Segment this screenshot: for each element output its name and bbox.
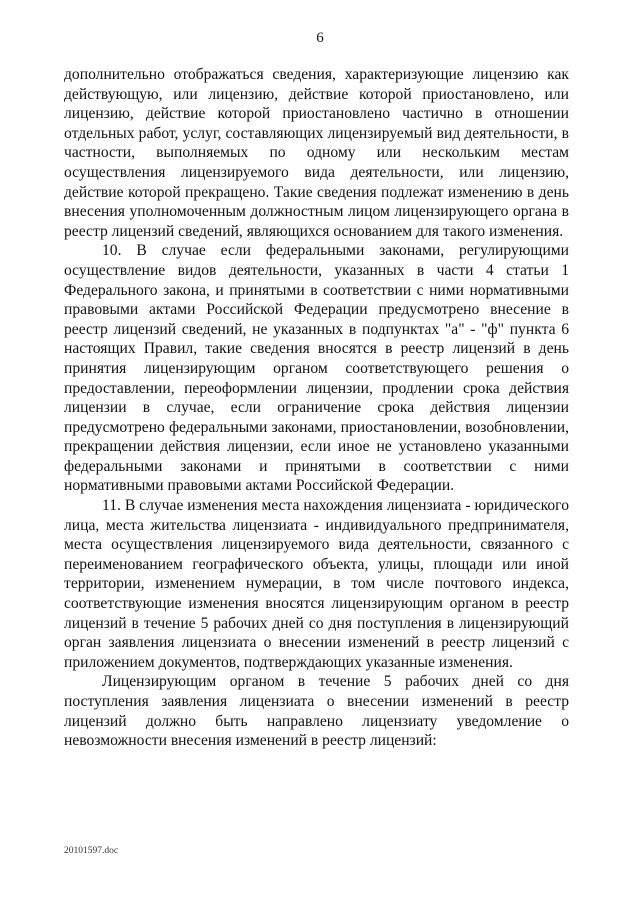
footer-filename: 20101597.doc bbox=[64, 846, 119, 856]
paragraph-continuation: дополнительно отображаться сведения, характеризующие лицензию как действующую, или лицензию, действие которой приостановлено, или лицензию, действие которой приостановлено частично в отношении отдельных работ, услуг, составляющих лицензируемый вид деятельности, в частности, выполняемых по одному или нескольким местам осуществления лицензируемого вида деятельности, или лицензию, действие которой прекращено. Такие сведения подлежат изменению в день внесения уполномоченным должностным лицом лицензирующего органа в реестр лицензий сведений, являющихся основанием для такого изменения. bbox=[64, 66, 569, 240]
paragraph-notification: Лицензирующим органом в течение 5 рабочих дней со дня поступления заявления лицензиата о внесении изменений в реестр лицензий должно быть направлено лицензиату уведомление о невозможности внесения изменений в реестр лицензий: bbox=[64, 673, 569, 750]
page-number: 6 bbox=[316, 30, 324, 46]
paragraph-item-10: 10. В случае если федеральными законами, регулирующими осуществление видов деятельности, указанных в части 4 статьи 1 Федерального закона, и принятыми в соответствии с ними нормативными правовыми актами Российской Федерации предусмотрено внесение в реестр лицензий сведений, не указанных в подпунктах "а" - "ф" пункта 6 настоящих Правил, такие сведения вносятся в реестр лицензий в день принятия лицензирующим органом соответствующего решения о предоставлении, переоформлении лицензии, продлении срока действия лицензии в случае, если ограничение срока действия лицензии предусмотрено федеральными законами, приостановлении, возобновлении, прекращении действия лицензии, если иное не установлено указанными федеральными законами и принятыми в соответствии с ними нормативными правовыми актами Российской Федерации. bbox=[64, 242, 569, 495]
paragraph-item-11: 11. В случае изменения места нахождения лицензиата - юридического лица, места жительства лицензиата - индивидуального предпринимателя, места осуществления лицензируемого вида деятельности, связанного с переименованием географического объекта, улицы, площади или иной территории, изменением нумерации, в том числе почтового индекса, соответствующие изменения вносятся лицензирующим органом в реестр лицензий в течение 5 рабочих дней со дня поступления в лицензирующий орган заявления лицензиата о внесении изменений в реестр лицензий с приложением документов, подтверждающих указанные изменения. bbox=[64, 497, 569, 671]
document-body bbox=[64, 65, 569, 751]
